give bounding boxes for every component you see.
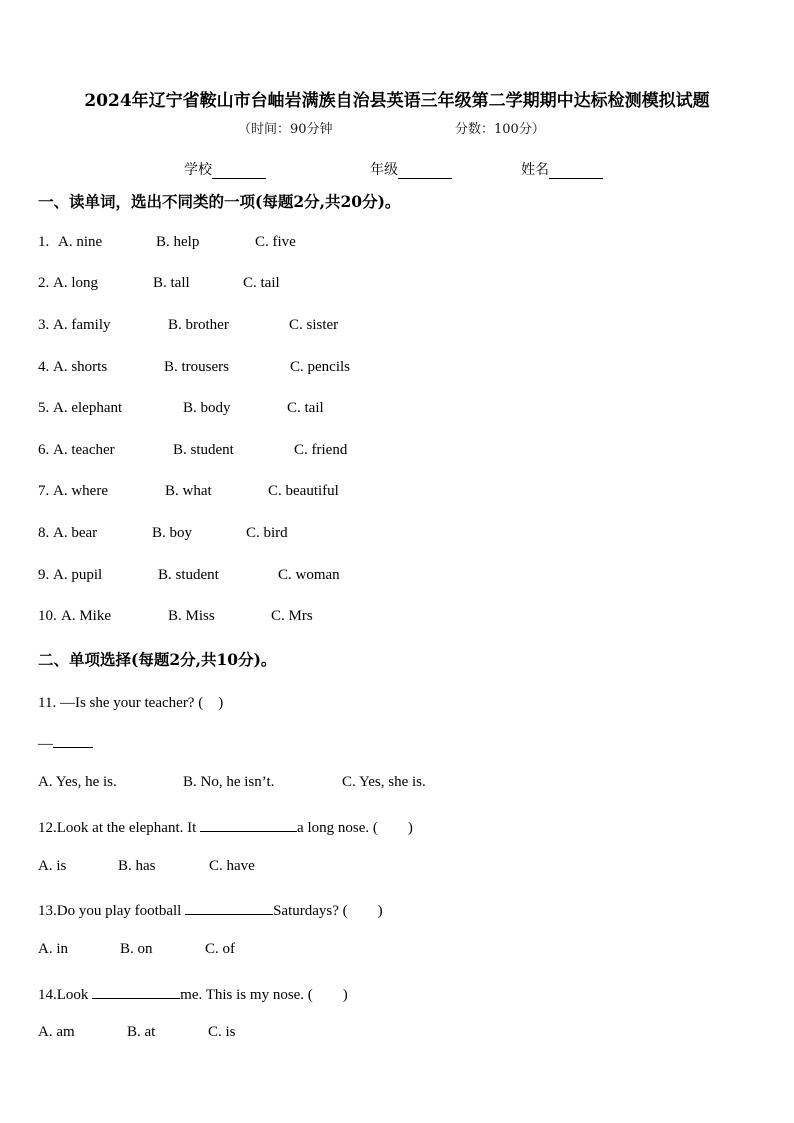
- answer-blank[interactable]: [92, 984, 180, 999]
- question-number: 8.: [38, 525, 50, 541]
- question-11: 11. —Is she your teacher? ( ): [38, 695, 224, 711]
- question-number: 3.: [38, 317, 50, 333]
- option-b: B. what: [165, 483, 212, 499]
- option-c: C. tail: [243, 275, 280, 291]
- option-b: B. has: [118, 858, 156, 874]
- name-field: [521, 159, 603, 179]
- question-number: 5.: [38, 400, 50, 416]
- option-b: B. body: [183, 400, 231, 416]
- option-b: B. trousers: [164, 359, 229, 375]
- question-number: 10.: [38, 608, 57, 624]
- option-b: B. brother: [168, 317, 229, 333]
- question-12-tail: a long nose. ( ): [297, 820, 413, 836]
- option-a: A. shorts: [53, 359, 108, 375]
- option-c: C. of: [205, 941, 235, 957]
- option-a: A. family: [53, 317, 111, 333]
- school-field: [184, 159, 266, 179]
- name-label: 姓名: [521, 162, 549, 178]
- exam-title: 2024年辽宁省鞍山市台岫岩满族自治县英语三年级第二学期期中达标检测模拟试题: [84, 91, 710, 111]
- question-number: 4.: [38, 359, 50, 375]
- option-a: A. nine: [58, 234, 103, 250]
- grade-field: [370, 159, 452, 179]
- option-a: A. pupil: [53, 567, 103, 583]
- exam-time: （时间：90分钟: [238, 122, 333, 137]
- option-c: C. bird: [246, 525, 288, 541]
- answer-dash: —: [38, 736, 53, 752]
- exam-score: 分数：100分）: [455, 122, 545, 137]
- option-a: A. is: [38, 858, 67, 874]
- school-blank[interactable]: [212, 164, 266, 179]
- school-label: 学校: [184, 162, 212, 178]
- option-a: A. elephant: [53, 400, 123, 416]
- question-14-tail: me. This is my nose. ( ): [180, 987, 348, 1003]
- option-b: B. help: [156, 234, 200, 250]
- option-b: B. boy: [152, 525, 193, 541]
- option-c: C. is: [208, 1024, 236, 1040]
- option-b: B. student: [173, 442, 234, 458]
- option-a: A. bear: [53, 525, 98, 541]
- option-b: B. at: [127, 1024, 156, 1040]
- option-b: B. tall: [153, 275, 190, 291]
- option-b: B. No, he isn’t.: [183, 774, 275, 790]
- question-number: 2.: [38, 275, 50, 291]
- option-b: B. student: [158, 567, 219, 583]
- option-c: C. sister: [289, 317, 339, 333]
- question-number: 9.: [38, 567, 50, 583]
- option-b: B. Miss: [168, 608, 215, 624]
- option-c: C. five: [255, 234, 296, 250]
- question-13-tail: Saturdays? ( ): [273, 903, 383, 919]
- option-c: C. Yes, she is.: [342, 774, 426, 790]
- grade-blank[interactable]: [398, 164, 452, 179]
- question-number: 6.: [38, 442, 50, 458]
- option-b: B. on: [120, 941, 153, 957]
- section-2-title: 二、单项选择(每题2分,共10分)。: [38, 650, 277, 669]
- question-12-stem: 12.Look at the elephant. It: [38, 820, 201, 836]
- answer-blank[interactable]: [185, 900, 273, 915]
- option-a: A. am: [38, 1024, 75, 1040]
- option-c: C. beautiful: [268, 483, 339, 499]
- option-a: A. Yes, he is.: [38, 774, 117, 790]
- question-number: 1.: [38, 234, 50, 250]
- question-number: 7.: [38, 483, 50, 499]
- option-a: A. in: [38, 941, 68, 957]
- option-a: A. long: [53, 275, 98, 291]
- answer-blank[interactable]: [53, 733, 93, 748]
- option-a: A. teacher: [53, 442, 115, 458]
- answer-blank[interactable]: [200, 817, 297, 832]
- question-11-answer-line: [38, 733, 93, 753]
- option-c: C. Mrs: [271, 608, 313, 624]
- section-1-title: 一、读单词，选出不同类的一项(每题2分,共20分)。: [38, 192, 401, 211]
- question-13-stem: 13.Do you play football: [38, 903, 186, 919]
- question-14: [38, 983, 348, 1004]
- question-13: [38, 899, 383, 920]
- option-c: C. tail: [287, 400, 324, 416]
- name-blank[interactable]: [549, 164, 603, 179]
- option-a: A. Mike: [61, 608, 111, 624]
- option-c: C. have: [209, 858, 255, 874]
- question-12: [38, 816, 413, 837]
- question-14-stem: 14.Look: [38, 987, 93, 1003]
- grade-label: 年级: [370, 162, 398, 178]
- option-c: C. pencils: [290, 359, 350, 375]
- option-c: C. friend: [294, 442, 348, 458]
- option-c: C. woman: [278, 567, 340, 583]
- option-a: A. where: [53, 483, 108, 499]
